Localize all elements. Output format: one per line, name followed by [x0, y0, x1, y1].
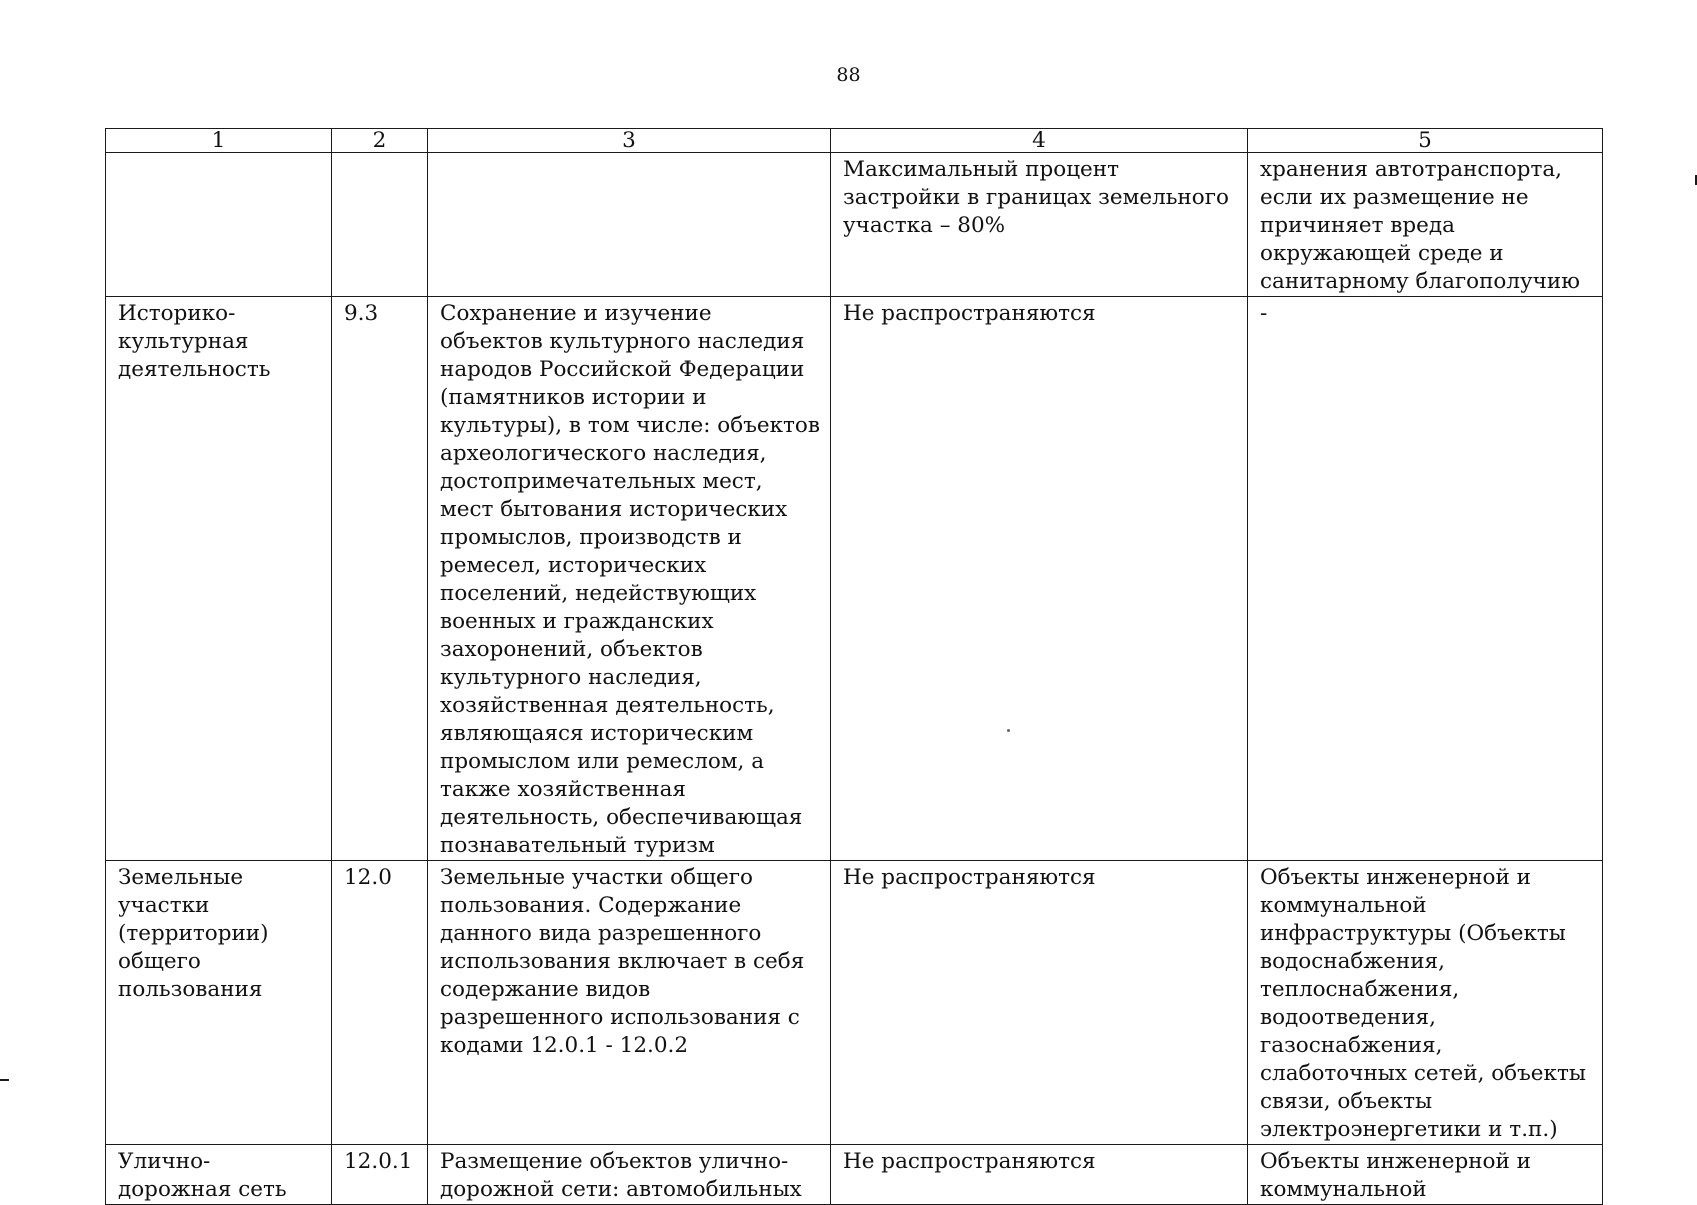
table-header-row — [106, 129, 1603, 153]
use-code-cell: 9.3 — [332, 297, 428, 861]
scan-margin-mark — [0, 1079, 9, 1081]
use-description-cell: Земельные участки общего пользования. Содержание данного вида разрешенного использования включает в себя содержание видов разрешенного использования с кодами 12.0.1 - 12.0.2 — [428, 861, 831, 1145]
use-code-cell: 12.0.1 — [332, 1145, 428, 1205]
column-header-1: 1 — [106, 129, 332, 153]
use-name-cell: Улично-дорожная сеть — [106, 1145, 332, 1205]
parameters-cell: Не распространяются — [831, 861, 1248, 1145]
parameters-cell: Не распространяются — [831, 297, 1248, 861]
restrictions-cell: - — [1248, 297, 1603, 861]
column-header-4: 4 — [831, 129, 1248, 153]
column-header-3: 3 — [428, 129, 831, 153]
use-name-cell: Историко-культурная деятельность — [106, 297, 332, 861]
use-description-cell: Сохранение и изучение объектов культурного наследия народов Российской Федерации (памятников истории и культуры), в том числе: объектов археологического наследия, достопримечательных мест, мест бытования исторических промыслов, производств и ремесел, исторических поселений, недействующих военных и гражданских захоронений, объектов культурного наследия, хозяйственная деятельность, являющаяся историческим промыслом или ремеслом, а также хозяйственная деятельность, обеспечивающая познавательный туризм — [428, 297, 831, 861]
use-code-cell: 12.0 — [332, 861, 428, 1145]
permitted-use-table — [105, 128, 1603, 1205]
use-name-cell: Земельные участки (территории) общего пользования — [106, 861, 332, 1145]
parameters-cell: Максимальный процент застройки в границах земельного участка – 80% — [831, 153, 1248, 297]
use-description-cell — [428, 153, 831, 297]
table-row — [106, 297, 1603, 861]
scan-speck — [1007, 729, 1010, 732]
parameters-cell: Не распространяются — [831, 1145, 1248, 1205]
restrictions-cell: хранения автотранспорта, если их размещение не причиняет вреда окружающей среде и санитарному благополучию — [1248, 153, 1603, 297]
table-row — [106, 153, 1603, 297]
column-header-2: 2 — [332, 129, 428, 153]
table-row — [106, 861, 1603, 1145]
restrictions-cell: Объекты инженерной и коммунальной инфраструктуры (Объекты водоснабжения, теплоснабжения, водоотведения, газоснабжения, слаботочных сетей, объекты связи, объекты электроэнергетики и т.п.) — [1248, 861, 1603, 1145]
use-name-cell — [106, 153, 332, 297]
page-number: 88 — [836, 64, 861, 86]
column-header-5: 5 — [1248, 129, 1603, 153]
table-row — [106, 1145, 1603, 1205]
use-code-cell — [332, 153, 428, 297]
restrictions-cell: Объекты инженерной и коммунальной — [1248, 1145, 1603, 1205]
use-description-cell: Размещение объектов улично-дорожной сети: автомобильных — [428, 1145, 831, 1205]
